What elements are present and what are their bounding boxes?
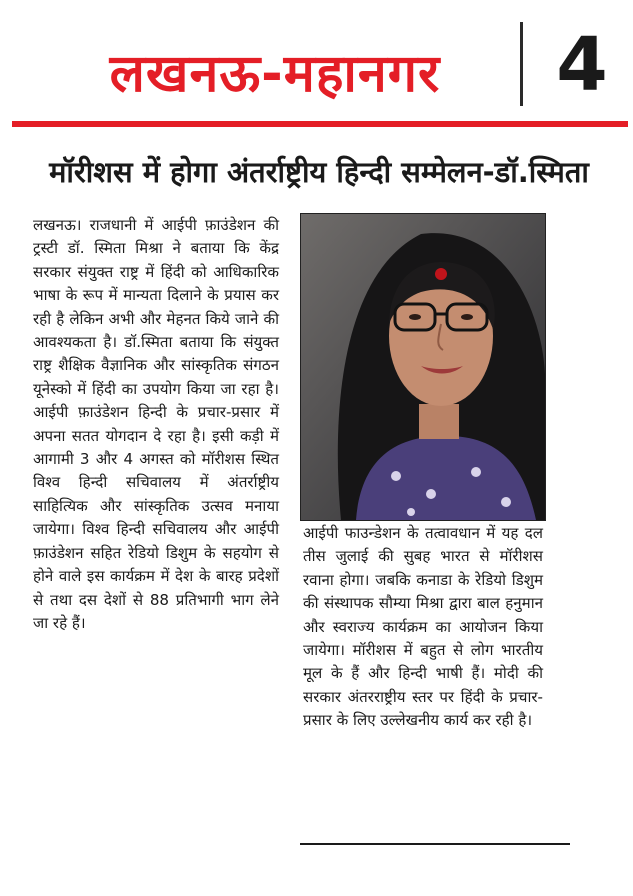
page-number: 4 <box>556 22 608 108</box>
article-column-right <box>303 522 543 733</box>
article-body-left: लखनऊ। राजधानी में आईपी फ़ाउंडेशन की ट्रस्टी डॉ. स्मिता मिश्रा ने बताया कि केंद्र सरकार संयुक्त राष्ट्र में हिंदी को आधिकारिक भाषा के रूप में मान्यता दिलाने के प्रयास कर रही है लेकिन अभी और मेहनत किये जाने की आवश्यकता है। डॉ.स्मिता बताया कि संयुक्त राष्ट्र शैक्षिक वैज्ञानिक और सांस्कृतिक संगठन यूनेस्को में हिंदी का उपयोग किया जा रहा है।आईपी फ़ाउंडेशन हिन्दी के प्रचार-प्रसार में अपना सतत योगदान दे रहा है। इसी कड़ी में आगामी 3 और 4 अगस्त को मॉरीशस स्थित विश्व हिन्दी सचिवालय में अंतर्राष्ट्रीय साहित्यिक और सांस्कृतिक उत्सव मनाया जायेगा। विश्व हिन्दी सचिवालय और आईपी फ़ाउंडेशन सहित रेडियो डिशुम के सहयोग से होने वाले इस कार्यक्रम में देश के बारह प्रदेशों से तथा दस देशों से 88 प्रतिभागी भाग लेने जा रहे हैं। <box>33 216 279 632</box>
article-column-left <box>33 214 279 635</box>
article-headline: मॉरीशस में होगा अंतर्राष्ट्रीय हिन्दी सम्मेलन-डॉ.स्मिता <box>49 155 589 189</box>
section-rule <box>12 121 628 127</box>
section-title: लखनऊ-महानगर <box>109 44 441 104</box>
portrait-illustration <box>301 214 545 520</box>
article-body-right: आईपी फाउन्डेशन के तत्वावधान में यह दल तीस जुलाई की सुबह भारत से मॉरीशस रवाना होगा। जबकि कनाडा के रेडियो डिशुम की संस्थापक सौम्या मिश्रा द्वारा बाल हनुमान और स्वराज्य कार्यक्रम का आयोजन किया जायेगा। मॉरीशस में बहुत से लोग भारतीय मूल के हैं और हिन्दी भाषी हैं। मोदी की सरकार अंतरराष्ट्रीय स्तर पर हिंदी के प्रचार-प्रसार के लिए उल्लेखनीय कार्य कर रही है। <box>303 524 543 730</box>
column-end-rule <box>300 843 570 845</box>
masthead-separator <box>520 22 523 106</box>
portrait-photo <box>300 213 546 521</box>
